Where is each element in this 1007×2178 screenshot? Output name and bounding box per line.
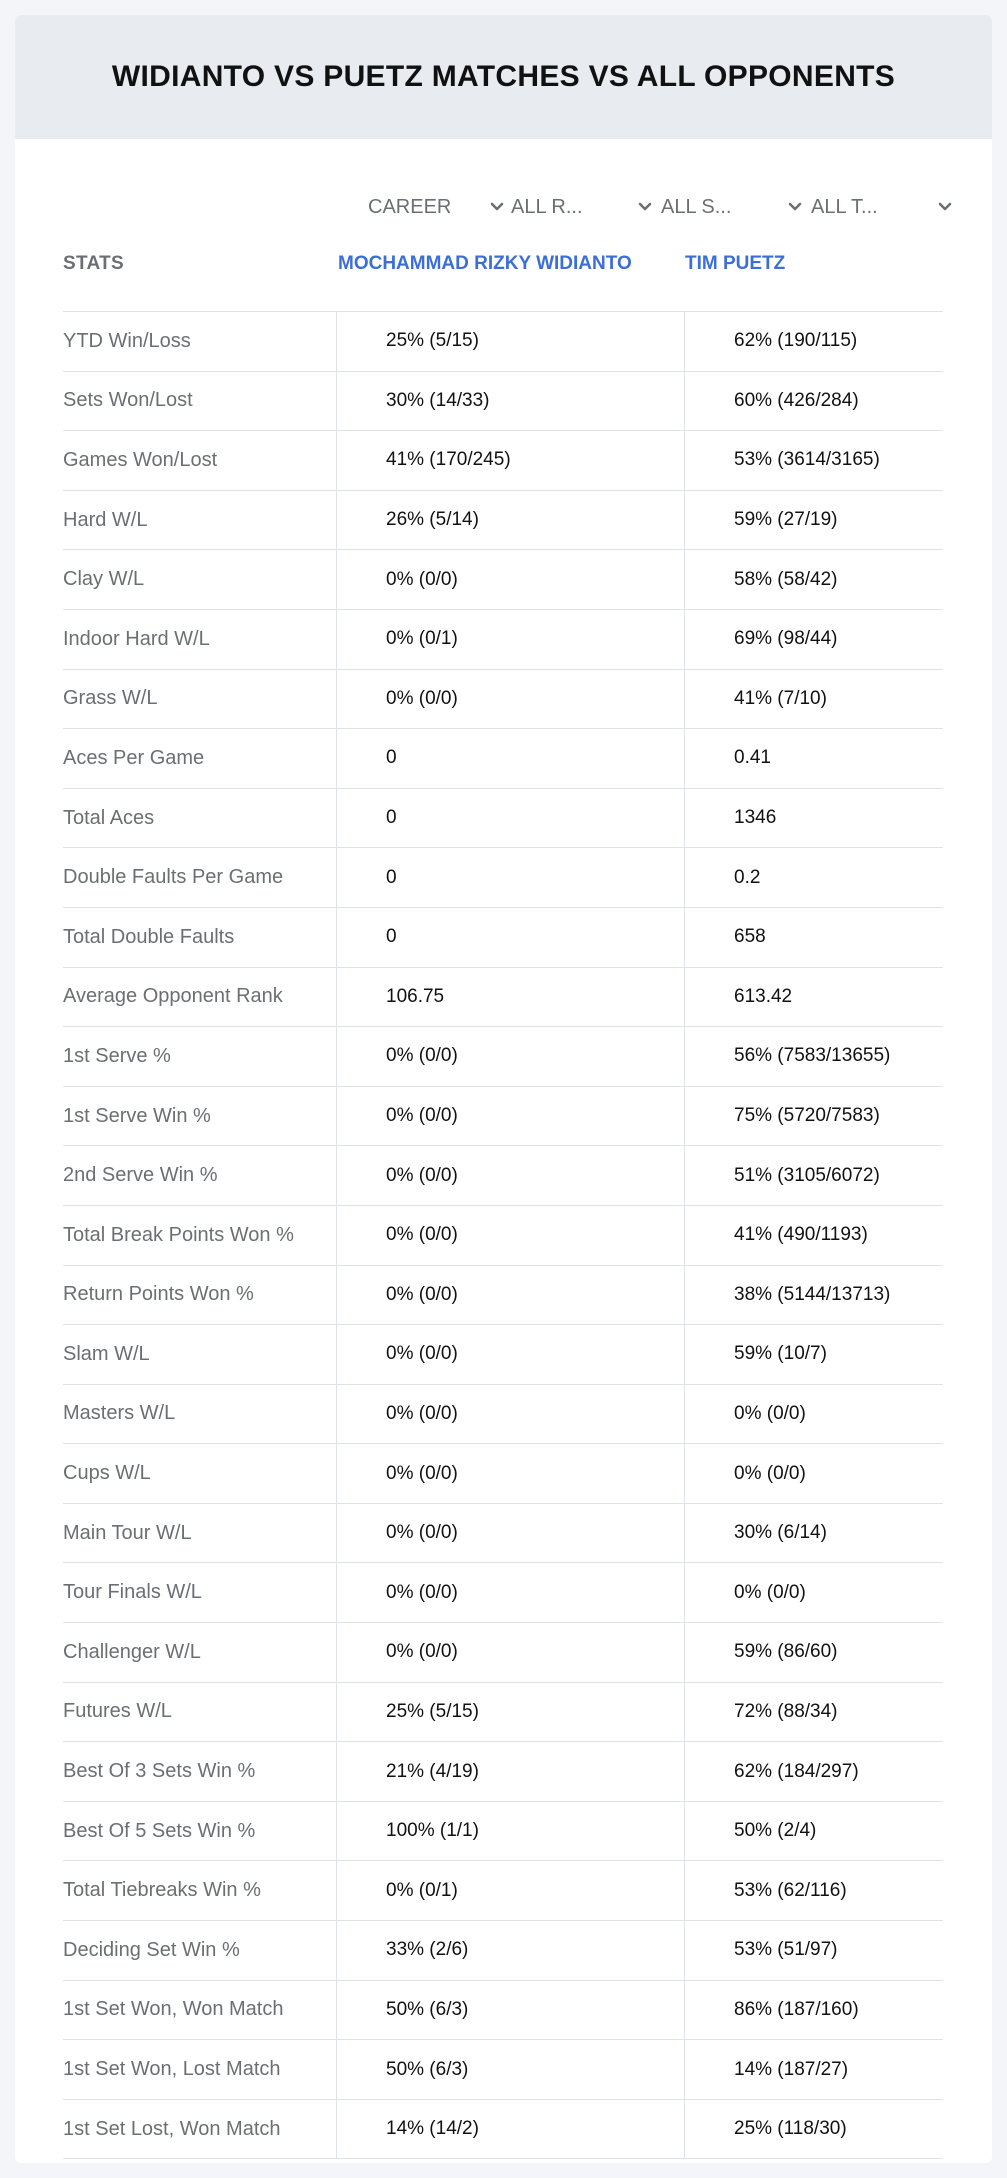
filter-label: ALL R... xyxy=(511,195,583,218)
player2-stat-value: 658 xyxy=(684,908,943,967)
player2-stat-value: 86% (187/160) xyxy=(684,1981,943,2040)
table-row xyxy=(63,1860,943,1920)
stat-label: Grass W/L xyxy=(63,687,158,710)
table-row xyxy=(63,311,943,371)
player1-stat-value: 25% (5/15) xyxy=(336,312,684,371)
player2-stat-value: 53% (3614/3165) xyxy=(684,431,943,490)
stat-label: Best Of 3 Sets Win % xyxy=(63,1760,256,1783)
stat-label: 1st Serve Win % xyxy=(63,1104,211,1127)
player2-stat-value: 62% (190/115) xyxy=(684,312,943,371)
stat-label: Challenger W/L xyxy=(63,1640,201,1663)
filter-career-select[interactable] xyxy=(368,187,508,227)
player2-stat-value: 59% (86/60) xyxy=(684,1623,943,1682)
stat-label: YTD Win/Loss xyxy=(63,329,191,352)
stat-label: Total Tiebreaks Win % xyxy=(63,1879,261,1902)
player1-stat-value: 25% (5/15) xyxy=(336,1683,684,1742)
player2-stat-value: 59% (10/7) xyxy=(684,1325,943,1384)
player1-stat-value: 0 xyxy=(336,848,684,907)
player2-stat-value: 38% (5144/13713) xyxy=(684,1266,943,1325)
player1-stat-value: 0% (0/0) xyxy=(336,1623,684,1682)
table-row xyxy=(63,728,943,788)
stat-label: Futures W/L xyxy=(63,1700,172,1723)
stat-label: Average Opponent Rank xyxy=(63,985,283,1008)
player1-stat-value: 106.75 xyxy=(336,968,684,1027)
player1-stat-value: 41% (170/245) xyxy=(336,431,684,490)
player1-name-link[interactable]: MOCHAMMAD RIZKY WIDIANTO xyxy=(338,253,632,274)
table-row xyxy=(63,967,943,1027)
stat-label: Aces Per Game xyxy=(63,746,205,769)
player1-stat-value: 0% (0/0) xyxy=(336,1027,684,1086)
chevron-down-icon xyxy=(934,196,956,218)
player1-stat-value: 0% (0/1) xyxy=(336,610,684,669)
player2-stat-value: 50% (2/4) xyxy=(684,1802,943,1861)
table-row xyxy=(63,371,943,431)
player2-stat-value: 53% (51/97) xyxy=(684,1921,943,1980)
filter-label: ALL S... xyxy=(661,195,732,218)
table-row xyxy=(63,1205,943,1265)
player2-name-link[interactable]: TIM PUETZ xyxy=(685,253,786,274)
table-row xyxy=(63,1324,943,1384)
table-row xyxy=(63,1562,943,1622)
page-header xyxy=(15,15,992,139)
stat-label: Total Break Points Won % xyxy=(63,1223,294,1246)
player1-stat-value: 0% (0/1) xyxy=(336,1861,684,1920)
player2-stat-value: 0.41 xyxy=(684,729,943,788)
stat-label: Indoor Hard W/L xyxy=(63,627,210,650)
stat-label: Sets Won/Lost xyxy=(63,389,193,412)
player2-stat-value: 41% (7/10) xyxy=(684,670,943,729)
player2-stat-value: 59% (27/19) xyxy=(684,491,943,550)
filter-label: ALL T... xyxy=(811,195,878,218)
stats-card xyxy=(15,15,992,2163)
stats-table xyxy=(63,311,943,2159)
stat-label: Cups W/L xyxy=(63,1462,151,1485)
table-row xyxy=(63,847,943,907)
table-row xyxy=(63,1384,943,1444)
player1-stat-value: 100% (1/1) xyxy=(336,1802,684,1861)
player2-stat-value: 0% (0/0) xyxy=(684,1563,943,1622)
table-row xyxy=(63,1443,943,1503)
stat-label: Return Points Won % xyxy=(63,1283,254,1306)
player1-stat-value: 0 xyxy=(336,908,684,967)
table-row xyxy=(63,1801,943,1861)
stat-label: Main Tour W/L xyxy=(63,1521,192,1544)
player1-stat-value: 0% (0/0) xyxy=(336,1385,684,1444)
player2-stat-value: 62% (184/297) xyxy=(684,1742,943,1801)
table-row xyxy=(63,1980,943,2040)
player2-stat-value: 1346 xyxy=(684,789,943,848)
player2-stat-value: 51% (3105/6072) xyxy=(684,1146,943,1205)
table-row xyxy=(63,788,943,848)
table-row xyxy=(63,1682,943,1742)
table-row xyxy=(63,1265,943,1325)
filter-label: CAREER xyxy=(368,195,452,218)
player1-stat-value: 0% (0/0) xyxy=(336,550,684,609)
player2-stat-value: 58% (58/42) xyxy=(684,550,943,609)
player1-stat-value: 21% (4/19) xyxy=(336,1742,684,1801)
player1-stat-value: 0% (0/0) xyxy=(336,1325,684,1384)
stat-label: Games Won/Lost xyxy=(63,448,218,471)
table-row xyxy=(63,549,943,609)
player1-stat-value: 0% (0/0) xyxy=(336,1087,684,1146)
player1-stat-value: 14% (14/2) xyxy=(336,2100,684,2159)
filter-rounds-select[interactable] xyxy=(511,187,656,227)
table-row xyxy=(63,609,943,669)
filter-surfaces-select[interactable] xyxy=(661,187,806,227)
stat-label: 1st Serve % xyxy=(63,1044,171,1067)
player2-stat-value: 30% (6/14) xyxy=(684,1504,943,1563)
player1-stat-value: 26% (5/14) xyxy=(336,491,684,550)
player2-stat-value: 613.42 xyxy=(684,968,943,1027)
table-row xyxy=(63,1920,943,1980)
stat-label: 1st Set Won, Lost Match xyxy=(63,2058,281,2081)
player2-stat-value: 41% (490/1193) xyxy=(684,1206,943,1265)
table-row xyxy=(63,1503,943,1563)
player1-stat-value: 30% (14/33) xyxy=(336,372,684,431)
chevron-down-icon xyxy=(784,196,806,218)
player2-stat-value: 53% (62/116) xyxy=(684,1861,943,1920)
stat-label: Total Aces xyxy=(63,806,155,829)
player2-stat-value: 75% (5720/7583) xyxy=(684,1087,943,1146)
player1-stat-value: 0% (0/0) xyxy=(336,1266,684,1325)
player1-stat-value: 50% (6/3) xyxy=(336,2040,684,2099)
table-row xyxy=(63,1741,943,1801)
player1-stat-value: 0% (0/0) xyxy=(336,1206,684,1265)
stat-label: Best Of 5 Sets Win % xyxy=(63,1819,256,1842)
player1-stat-value: 0 xyxy=(336,789,684,848)
table-row xyxy=(63,907,943,967)
stat-label: Tour Finals W/L xyxy=(63,1581,202,1604)
chevron-down-icon xyxy=(486,196,508,218)
table-row xyxy=(63,669,943,729)
player2-stat-value: 60% (426/284) xyxy=(684,372,943,431)
stat-label: 1st Set Lost, Won Match xyxy=(63,2117,281,2140)
stat-label: Hard W/L xyxy=(63,508,148,531)
filter-bar xyxy=(15,187,992,227)
player2-stat-value: 0% (0/0) xyxy=(684,1385,943,1444)
chevron-down-icon xyxy=(634,196,656,218)
stat-label: Deciding Set Win % xyxy=(63,1938,240,1961)
stat-label: Total Double Faults xyxy=(63,925,235,948)
player2-stat-value: 14% (187/27) xyxy=(684,2040,943,2099)
table-row xyxy=(63,1086,943,1146)
stat-label: Masters W/L xyxy=(63,1402,176,1425)
stat-label: Clay W/L xyxy=(63,568,145,591)
table-row xyxy=(63,490,943,550)
player1-stat-value: 0% (0/0) xyxy=(336,1504,684,1563)
player2-stat-value: 56% (7583/13655) xyxy=(684,1027,943,1086)
player2-stat-value: 0.2 xyxy=(684,848,943,907)
table-row xyxy=(63,1622,943,1682)
stat-label: Double Faults Per Game xyxy=(63,866,284,889)
table-row xyxy=(63,1145,943,1205)
player1-stat-value: 33% (2/6) xyxy=(336,1921,684,1980)
filter-tournaments-select[interactable] xyxy=(811,187,956,227)
stat-label: Slam W/L xyxy=(63,1342,150,1365)
player2-stat-value: 25% (118/30) xyxy=(684,2100,943,2159)
stats-column-header: STATS xyxy=(63,253,124,274)
player1-stat-value: 0 xyxy=(336,729,684,788)
stat-label: 2nd Serve Win % xyxy=(63,1164,218,1187)
player2-stat-value: 0% (0/0) xyxy=(684,1444,943,1503)
player1-stat-value: 0% (0/0) xyxy=(336,1563,684,1622)
stat-label: 1st Set Won, Won Match xyxy=(63,1998,284,2021)
table-row xyxy=(63,2039,943,2099)
table-row xyxy=(63,1026,943,1086)
player1-stat-value: 0% (0/0) xyxy=(336,1444,684,1503)
player1-stat-value: 0% (0/0) xyxy=(336,670,684,729)
page-title: WIDIANTO VS PUETZ MATCHES VS ALL OPPONENTS xyxy=(111,60,896,93)
player2-stat-value: 69% (98/44) xyxy=(684,610,943,669)
table-row xyxy=(63,430,943,490)
player2-stat-value: 72% (88/34) xyxy=(684,1683,943,1742)
table-row xyxy=(63,2099,943,2160)
player1-stat-value: 50% (6/3) xyxy=(336,1981,684,2040)
player1-stat-value: 0% (0/0) xyxy=(336,1146,684,1205)
